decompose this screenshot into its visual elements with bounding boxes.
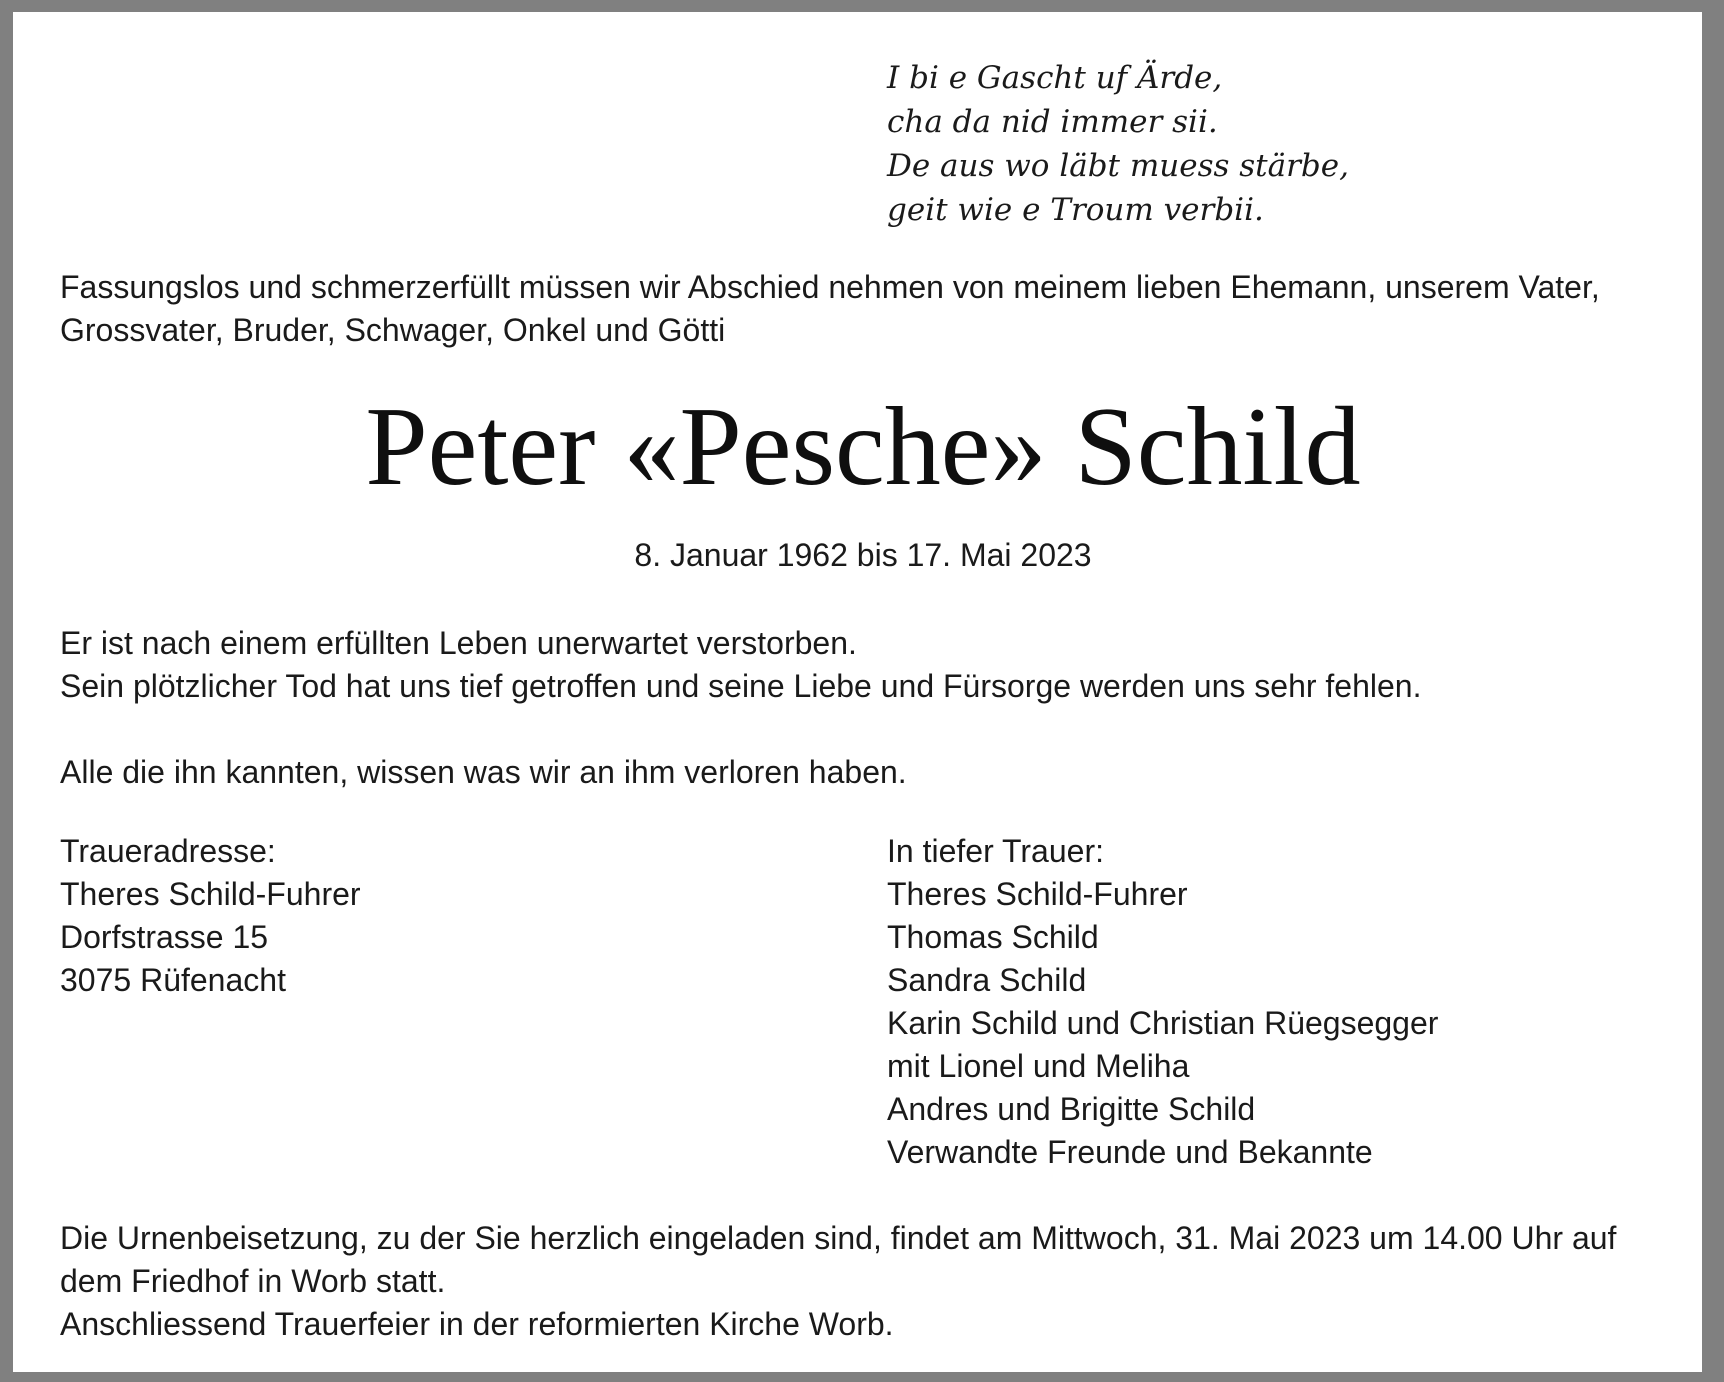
mourner-line: Andres und Brigitte Schild — [887, 1091, 1256, 1127]
intro-text — [60, 266, 1700, 352]
mourner-line: Theres Schild-Fuhrer — [887, 876, 1188, 912]
closing-line: dem Friedhof in Worb statt. — [60, 1263, 446, 1299]
body-line: Sein plötzlicher Tod hat uns tief getroffen und seine Liebe und Fürsorge werden uns sehr fehlen. — [60, 668, 1422, 704]
address-heading: Traueradresse: — [60, 833, 276, 869]
intro-line: Fassungslos und schmerzerfüllt müssen wir Abschied nehmen von meinem lieben Ehemann, unserem Vater, — [60, 269, 1600, 305]
mourners-heading: In tiefer Trauer: — [887, 833, 1104, 869]
mourners-list — [887, 830, 1438, 1174]
body-text — [60, 622, 1421, 794]
address-line: Theres Schild-Fuhrer — [60, 876, 361, 912]
closing-line: Die Urnenbeisetzung, zu der Sie herzlich eingeladen sind, findet am Mittwoch, 31. Mai 2023 um 14.00 Uhr auf — [60, 1220, 1617, 1256]
paragraph-gap — [60, 708, 1421, 751]
mourner-line: Karin Schild und Christian Rüegsegger — [887, 1005, 1439, 1041]
body-line: Alle die ihn kannten, wissen was wir an ihm verloren haben. — [60, 754, 907, 790]
deceased-name: Peter «Pesche» Schild — [365, 385, 1361, 509]
poem — [887, 56, 1349, 232]
poem-line: I bi e Gascht uf Ärde, — [887, 60, 1223, 96]
poem-line: De aus wo läbt muess stärbe, — [887, 148, 1349, 184]
mourner-line: Thomas Schild — [887, 919, 1099, 955]
intro-line: Grossvater, Bruder, Schwager, Onkel und Götti — [60, 312, 726, 348]
closing-text — [60, 1217, 1700, 1346]
address-line: 3075 Rüfenacht — [60, 962, 286, 998]
closing-line: Anschliessend Trauerfeier in der reformierten Kirche Worb. — [60, 1306, 894, 1342]
life-dates: 8. Januar 1962 bis 17. Mai 2023 — [634, 537, 1092, 573]
body-line: Er ist nach einem erfüllten Leben unerwartet verstorben. — [60, 625, 857, 661]
mourner-line: Verwandte Freunde und Bekannte — [887, 1134, 1373, 1170]
obituary-notice — [13, 12, 1702, 1372]
mourner-line: Sandra Schild — [887, 962, 1087, 998]
mourner-line: mit Lionel und Meliha — [887, 1048, 1190, 1084]
poem-line: geit wie e Troum verbii. — [887, 192, 1264, 228]
address-line: Dorfstrasse 15 — [60, 919, 269, 955]
mourning-address — [60, 830, 361, 1002]
poem-line: cha da nid immer sii. — [887, 104, 1218, 140]
